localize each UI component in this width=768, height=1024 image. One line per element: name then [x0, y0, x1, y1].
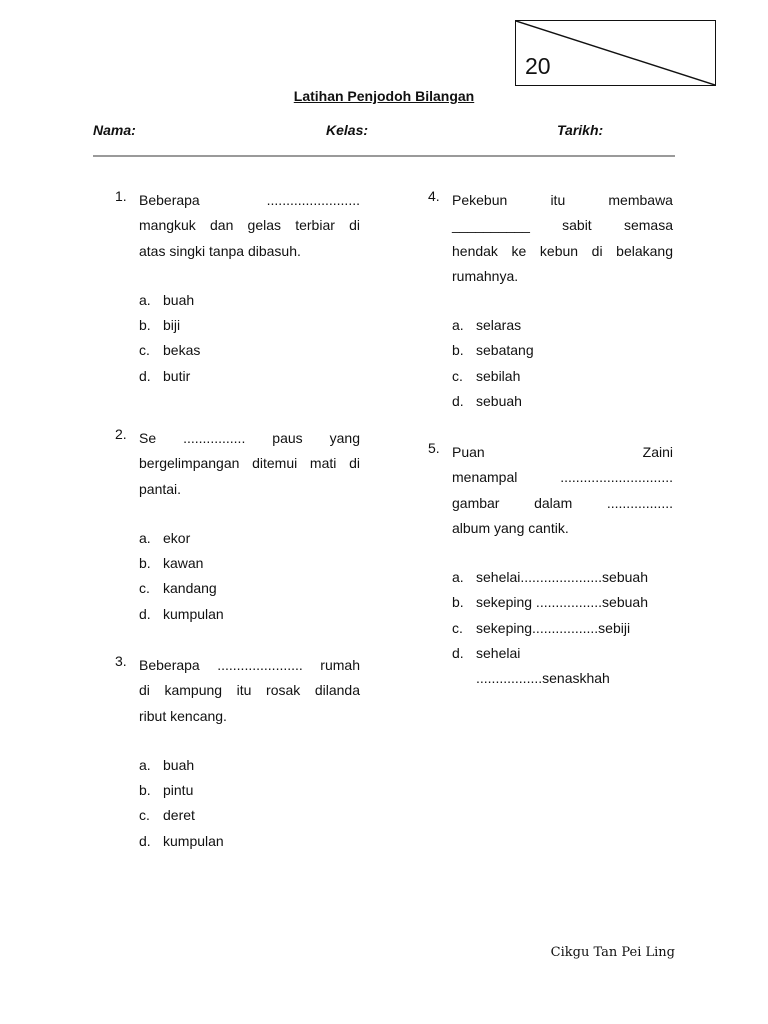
option-letter: b. — [139, 317, 151, 334]
option-text: sekeping .................sebuah — [476, 594, 648, 611]
stem-word: pantai. — [139, 480, 182, 497]
stem-word: di — [139, 682, 150, 699]
stem-line — [452, 188, 673, 213]
option-text: sehelai.....................sebuah — [476, 569, 648, 586]
option-letter: a. — [139, 756, 151, 773]
stem-word: dan — [210, 217, 234, 234]
stem-word: Pekebun — [452, 192, 508, 208]
option-letter: d. — [139, 832, 151, 849]
stem-line — [139, 451, 360, 476]
stem-line — [452, 264, 673, 289]
stem-word: belakang — [616, 242, 673, 259]
option-letter: b. — [139, 555, 151, 572]
option-letter: a. — [139, 291, 151, 308]
answer-option[interactable] — [139, 364, 360, 389]
question-stem — [139, 426, 360, 502]
answer-option[interactable] — [139, 829, 360, 854]
question-number: 5. — [428, 440, 440, 456]
answer-option[interactable] — [452, 338, 673, 363]
stem-line — [139, 213, 360, 238]
stem-line — [452, 491, 673, 516]
option-letter: b. — [452, 342, 464, 359]
stem-word: membawa — [608, 192, 673, 208]
stem-word: kebun — [539, 242, 579, 259]
class-label: Kelas: — [326, 122, 369, 138]
answer-option[interactable] — [452, 641, 673, 666]
option-text: kandang — [163, 580, 217, 597]
answer-option[interactable] — [139, 602, 360, 627]
option-text: ekor — [163, 529, 191, 546]
stem-word: rosak — [266, 682, 301, 699]
option-letter: c. — [452, 619, 463, 636]
answer-option[interactable] — [139, 313, 360, 338]
option-letter: c. — [452, 367, 463, 384]
option-text: kumpulan — [163, 605, 224, 622]
answer-options — [452, 565, 673, 691]
stem-word: di — [349, 455, 360, 472]
answer-option[interactable] — [139, 526, 360, 551]
stem-word: ke — [511, 242, 527, 259]
answer-option[interactable] — [139, 338, 360, 363]
stem-word: bergelimpangan — [139, 455, 240, 472]
stem-word: atas singki tanpa dibasuh. — [139, 242, 301, 259]
option-text: buah — [163, 756, 195, 773]
question-1 — [115, 188, 360, 426]
worksheet-title: Latihan Penjodoh Bilangan — [293, 88, 475, 104]
question-stem — [139, 653, 360, 729]
answer-option[interactable] — [452, 313, 673, 338]
answer-option[interactable] — [139, 551, 360, 576]
stem-word: gambar — [452, 494, 500, 511]
stem-word: Puan — [452, 444, 485, 460]
question-stem — [452, 188, 673, 289]
stem-word: dilanda — [314, 682, 360, 699]
header-divider — [93, 155, 675, 157]
question-5 — [428, 440, 673, 692]
option-text: butir — [163, 367, 191, 384]
option-text: sekeping.................sebiji — [476, 619, 631, 636]
answer-option[interactable] — [139, 288, 360, 313]
answer-option[interactable] — [452, 565, 673, 590]
question-3 — [115, 653, 360, 854]
answer-option[interactable] — [139, 778, 360, 803]
option-letter: b. — [139, 782, 151, 799]
option-letter: d. — [452, 393, 464, 410]
stem-word: ........................ — [266, 192, 360, 208]
stem-line — [452, 213, 673, 238]
stem-word: ...................... — [217, 657, 303, 673]
right-column — [428, 188, 673, 692]
option-text: kawan — [163, 555, 204, 572]
left-column — [115, 188, 360, 854]
stem-word: dalam — [534, 494, 573, 511]
answer-option[interactable] — [139, 803, 360, 828]
question-number: 4. — [428, 188, 440, 204]
option-letter: c. — [139, 342, 150, 359]
answer-options — [452, 313, 673, 414]
answer-option[interactable] — [452, 616, 673, 641]
answer-options — [139, 288, 360, 389]
stem-word: __________ — [452, 217, 530, 234]
answer-option[interactable] — [139, 576, 360, 601]
stem-line — [139, 239, 360, 264]
stem-word: itu — [550, 192, 566, 208]
stem-word: mangkuk — [139, 217, 196, 234]
question-number: 3. — [115, 653, 127, 669]
stem-line — [452, 465, 673, 490]
option-text: buah — [163, 291, 195, 308]
stem-word: rumah — [320, 657, 360, 673]
stem-line — [139, 678, 360, 703]
stem-word: Beberapa — [139, 192, 200, 208]
date-label: Tarikh: — [557, 122, 604, 138]
option-letter: b. — [452, 594, 464, 611]
option-text: sebilah — [476, 367, 521, 384]
option-letter: d. — [452, 645, 464, 662]
option-text: selaras — [476, 317, 522, 334]
option-text: sehelai — [476, 645, 521, 662]
stem-line — [139, 653, 360, 678]
stem-word: paus — [272, 430, 303, 446]
score-box — [515, 20, 716, 86]
option-text: bekas — [163, 342, 201, 359]
stem-word: ribut kencang. — [139, 707, 227, 724]
answer-option[interactable] — [452, 389, 673, 414]
stem-word: gelas — [247, 217, 282, 234]
option-text: sebatang — [476, 342, 534, 359]
stem-word: ................ — [183, 430, 246, 446]
answer-options — [139, 526, 360, 627]
stem-word: itu — [236, 682, 252, 699]
stem-word: menampal — [452, 469, 518, 486]
option-letter: c. — [139, 807, 150, 824]
stem-word: terbiar — [295, 217, 335, 234]
option-letter: a. — [452, 317, 464, 334]
question-4 — [428, 188, 673, 440]
option-letter: d. — [139, 367, 151, 384]
option-text: biji — [163, 317, 181, 334]
stem-word: Se — [139, 430, 157, 446]
stem-line — [139, 188, 360, 213]
question-stem — [139, 188, 360, 264]
stem-word: ................. — [606, 494, 673, 511]
question-number: 1. — [115, 188, 127, 204]
option-text: kumpulan — [163, 832, 224, 849]
stem-line — [452, 239, 673, 264]
answer-option[interactable] — [452, 590, 673, 615]
option-text: sebuah — [476, 393, 522, 410]
option-letter: d. — [139, 605, 151, 622]
stem-word: semasa — [623, 217, 673, 234]
stem-word: Zaini — [642, 444, 673, 460]
stem-line — [139, 704, 360, 729]
stem-word: ............................. — [560, 469, 673, 486]
answer-options — [139, 753, 360, 854]
option-letter: a. — [139, 529, 151, 546]
answer-option[interactable] — [452, 364, 673, 389]
stem-word: hendak — [452, 242, 498, 259]
name-label: Nama: — [93, 122, 136, 138]
stem-word: rumahnya. — [452, 267, 519, 284]
option-text: pintu — [163, 782, 194, 799]
stem-word: di — [591, 242, 603, 259]
question-stem — [452, 440, 673, 541]
question-2 — [115, 426, 360, 653]
option-letter: a. — [452, 569, 464, 586]
stem-word: yang — [329, 430, 360, 446]
stem-word: album yang cantik. — [452, 519, 569, 536]
stem-word: Beberapa — [139, 657, 200, 673]
stem-line — [139, 477, 360, 502]
answer-option-continuation — [452, 666, 673, 691]
option-text: deret — [163, 807, 195, 824]
stem-word: kampung — [164, 682, 223, 699]
question-number: 2. — [115, 426, 127, 442]
score-value: 20 — [525, 53, 551, 79]
answer-option[interactable] — [139, 753, 360, 778]
stem-word: ditemui — [252, 455, 298, 472]
teacher-signature: Cikgu Tan Pei Ling — [550, 945, 675, 960]
option-text: .................senaskhah — [476, 670, 610, 687]
stem-line — [139, 426, 360, 451]
option-letter: c. — [139, 580, 150, 597]
stem-line — [452, 440, 673, 465]
stem-word: di — [349, 217, 360, 234]
stem-line — [452, 516, 673, 541]
stem-word: sabit — [562, 217, 592, 234]
stem-word: mati — [309, 455, 337, 472]
